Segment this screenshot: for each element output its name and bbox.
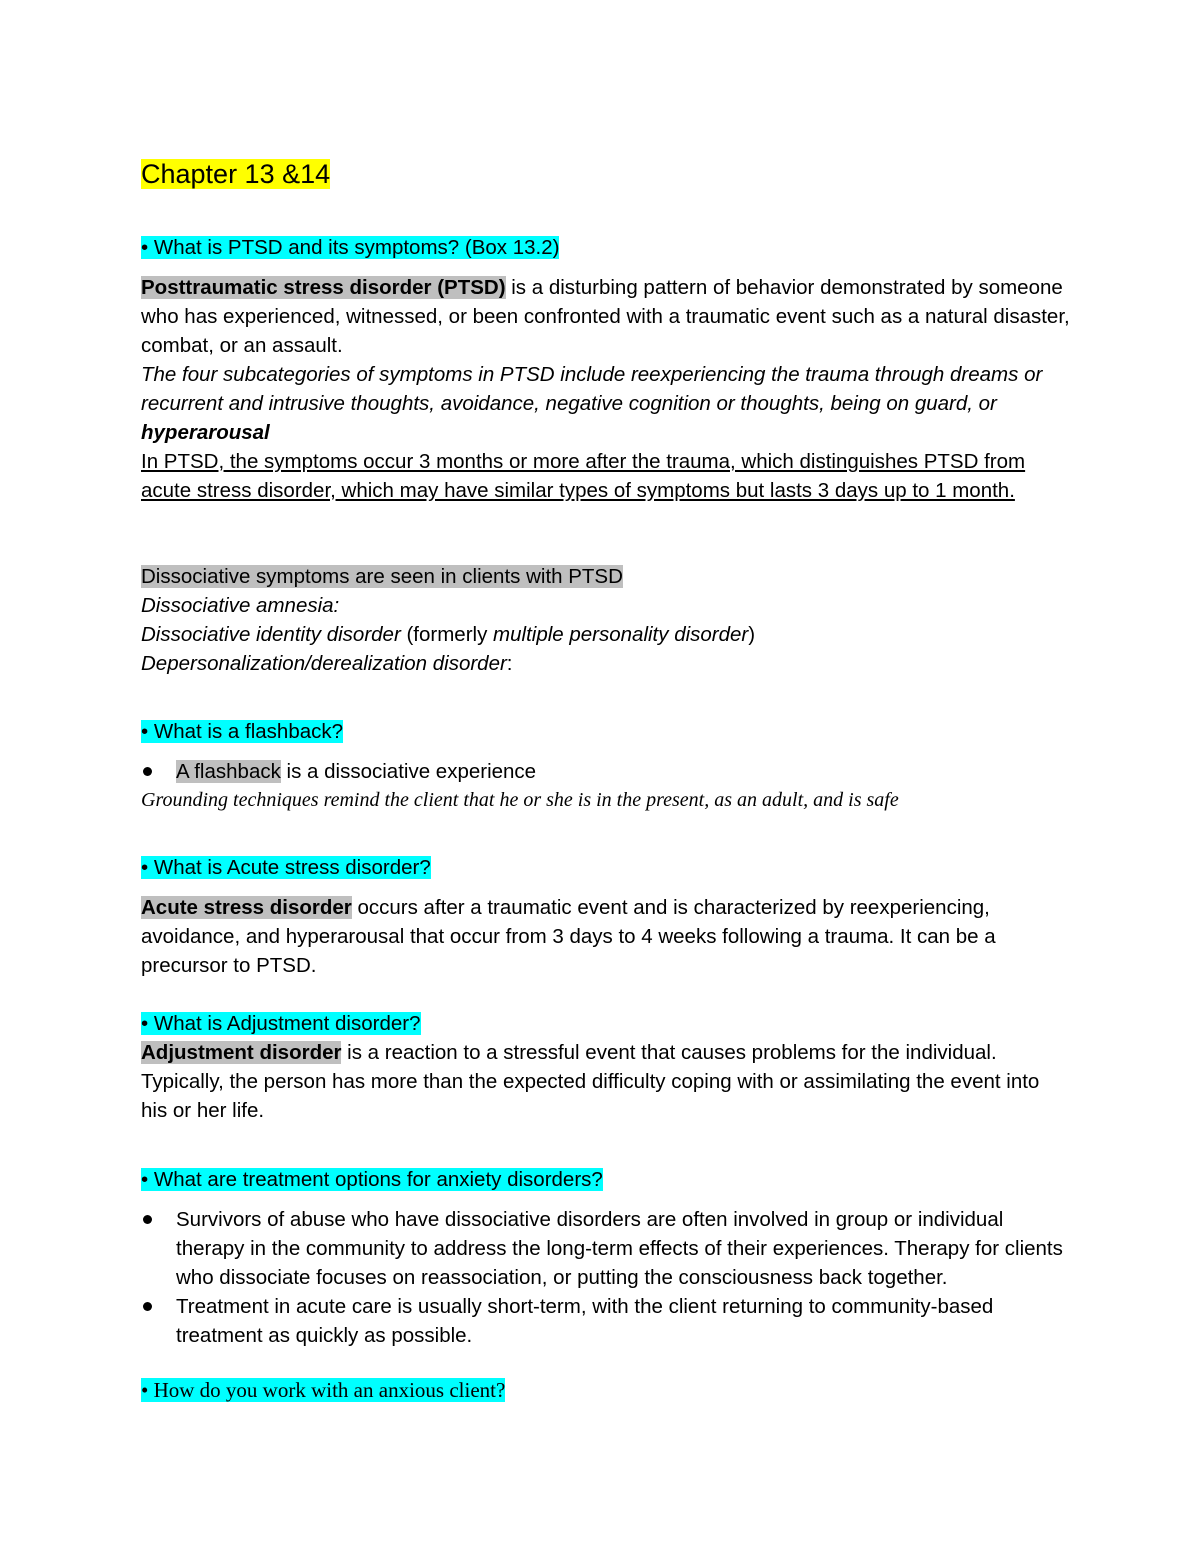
acute-question: • What is Acute stress disorder?: [141, 856, 431, 879]
depersonalization-line: [141, 649, 1071, 678]
ptsd-timing-note: In PTSD, the symptoms occur 3 months or more after the trauma, which distinguishes PTSD from acute stress disorder, which may have similar types of symptoms but lasts 3 days up to 1 month.: [141, 450, 1026, 502]
adjustment-question: • What is Adjustment disorder?: [141, 1012, 421, 1035]
dissociative-identity-line: [141, 620, 1071, 649]
adjustment-definition-paragraph: [141, 1038, 1071, 1125]
adjustment-definition: is a reaction to a stressful event that causes problems for the individual. Typically, the person has more than the expected difficulty coping with or assimilating the event into his or her life.: [141, 1041, 1040, 1122]
flashback-bullet: [141, 757, 1071, 786]
grounding-techniques: Grounding techniques remind the client that he or she is in the present, as an adult, and is safe: [141, 789, 899, 811]
acute-definition: occurs after a traumatic event and is characterized by reexperiencing, avoidance, and hyperarousal that occur from 3 days to 4 weeks following a trauma. It can be a precursor to PTSD.: [141, 896, 996, 977]
bullet-icon: [143, 767, 152, 776]
ptsd-definition: is a disturbing pattern of behavior demonstrated by someone who has experienced, witnessed, or been confronted with a traumatic event such as a natural disaster, combat, or an assault.: [141, 276, 1070, 357]
anxious-question: • How do you work with an anxious client?: [141, 1378, 506, 1402]
ptsd-question-block: [141, 233, 1071, 262]
depersonalization: Depersonalization/derealization disorder: [141, 652, 507, 675]
anxious-question-block: [141, 1376, 1071, 1405]
treatment-bullet: [141, 1205, 1071, 1292]
dissociative-amnesia-line: [141, 591, 1071, 620]
treatment-question: • What are treatment options for anxiety disorders?: [141, 1168, 603, 1191]
ptsd-question: • What is PTSD and its symptoms? (Box 13.2): [141, 236, 560, 259]
bullet-icon: [143, 1215, 152, 1224]
dissociative-identity-mid: (formerly: [400, 623, 494, 646]
adjustment-term: Adjustment disorder: [141, 1041, 342, 1064]
flashback-question: • What is a flashback?: [141, 720, 344, 743]
flashback-question-block: [141, 717, 1071, 746]
ptsd-timing-paragraph: [141, 447, 1071, 505]
multiple-personality: multiple personality disorder: [493, 623, 749, 646]
dissociative-heading-block: [141, 562, 1071, 591]
dissociative-identity: Dissociative identity disorder: [141, 623, 401, 646]
ptsd-definition-paragraph: [141, 273, 1071, 360]
treatment-bullet-text: Treatment in acute care is usually short-term, with the client returning to community-based treatment as quickly as possible.: [176, 1295, 994, 1347]
bullet-icon: [143, 1302, 152, 1311]
chapter-title: Chapter 13 &14: [141, 159, 331, 189]
flashback-definition: is a dissociative experience: [280, 760, 537, 783]
grounding-line: [141, 786, 1071, 815]
treatment-bullet: [141, 1292, 1071, 1350]
acute-question-block: [141, 853, 1071, 882]
ptsd-subcategories-text: The four subcategories of symptoms in PTSD include reexperiencing the trauma through dreams or recurrent and intrusive thoughts, avoidance, negative cognition or thoughts, being on guard, or: [141, 363, 1043, 415]
flashback-bullet-list: [141, 757, 1071, 786]
flashback-term: A flashback: [176, 760, 281, 783]
acute-term: Acute stress disorder: [141, 896, 352, 919]
ptsd-subcategories-paragraph: [141, 360, 1071, 447]
treatment-bullet-text: Survivors of abuse who have dissociative disorders are often involved in group or individual therapy in the community to address the long-term effects of their experiences. Therapy for clients who dissociate focuses on reassociation, or putting the consciousness back together.: [176, 1208, 1063, 1289]
acute-definition-paragraph: [141, 893, 1071, 980]
chapter-title-block: [141, 157, 1071, 191]
depersonalization-colon: :: [506, 652, 513, 675]
ptsd-term: Posttraumatic stress disorder (PTSD): [141, 276, 506, 299]
dissociative-amnesia: Dissociative amnesia:: [141, 594, 340, 617]
dissociative-heading: Dissociative symptoms are seen in clients with PTSD: [141, 565, 623, 588]
treatment-question-block: [141, 1165, 1071, 1194]
treatment-bullet-list: [141, 1205, 1071, 1350]
ptsd-hyperarousal: hyperarousal: [141, 421, 270, 444]
dissociative-identity-end: ): [748, 623, 756, 646]
adjustment-question-block: [141, 1009, 1071, 1038]
